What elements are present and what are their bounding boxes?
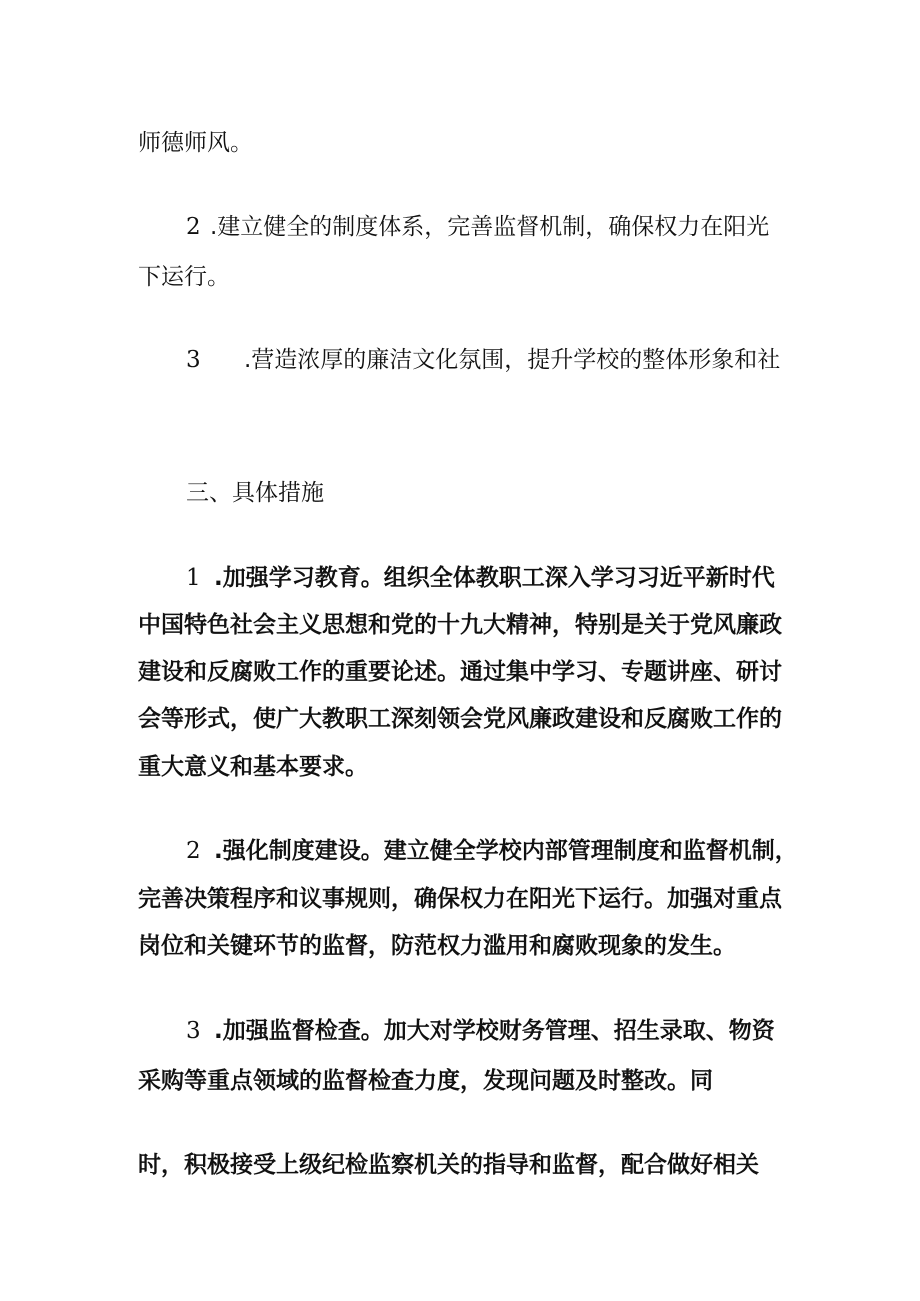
line-text: .加强监督检查。加大对学校财务管理、招生录取、物资 [214,1018,775,1044]
list-item-3-line [186,345,846,375]
line-text: 会等形式，使广大教职工深刻领会党风廉政建设和反腐败工作的 [138,706,782,732]
paragraph-line [138,610,798,640]
list-number: 3 [186,347,201,373]
list-number: 3 [186,1018,201,1044]
paragraph-line [138,884,798,914]
paragraph-line [138,262,798,292]
paragraph-line [138,128,798,158]
paragraph-line [138,1150,798,1180]
line-text: .营造浓厚的廉洁文化氛围，提升学校的整体形象和社 [244,347,781,373]
list-item-2-line [186,212,846,242]
section-heading [186,478,846,508]
paragraph-line [138,752,798,782]
line-text: 完善决策程序和议事规则，确保权力在阳光下运行。加强对重点 [138,886,782,912]
paragraph-line [138,657,798,687]
line-text: .建立健全的制度体系，完善监督机制，确保权力在阳光 [210,214,770,240]
line-text: 时，积极接受上级纪检监察机关的指导和监督，配合做好相关 [138,1152,759,1178]
paragraph-line [138,931,798,961]
list-number: 1 [186,565,201,591]
line-text: .强化制度建设。建立健全学校内部管理制度和监督机制， [214,838,798,864]
line-text: 采购等重点领域的监督检查力度，发现问题及时整改。同 [138,1068,713,1094]
measure-2-line [186,836,846,866]
line-text: 岗位和关键环节的监督，防范权力滥用和腐败现象的发生。 [138,933,736,959]
line-text: .加强学习教育。组织全体教职工深入学习习近平新时代 [214,565,775,591]
paragraph-line [138,704,798,734]
measure-3-line [186,1016,846,1046]
line-text: 师德师风。 [138,130,253,156]
measure-1-line [186,563,846,593]
section-heading-text: 三、具体措施 [186,480,324,506]
list-number: 2 [186,214,201,240]
line-text: 下运行。 [138,264,230,290]
list-number: 2 [186,838,201,864]
line-text: 重大意义和基本要求。 [138,754,368,780]
line-text: 建设和反腐败工作的重要论述。通过集中学习、专题讲座、研讨 [138,659,782,685]
paragraph-line [138,1066,798,1096]
line-text: 中国特色社会主义思想和党的十九大精神，特别是关于党风廉政 [138,612,782,638]
